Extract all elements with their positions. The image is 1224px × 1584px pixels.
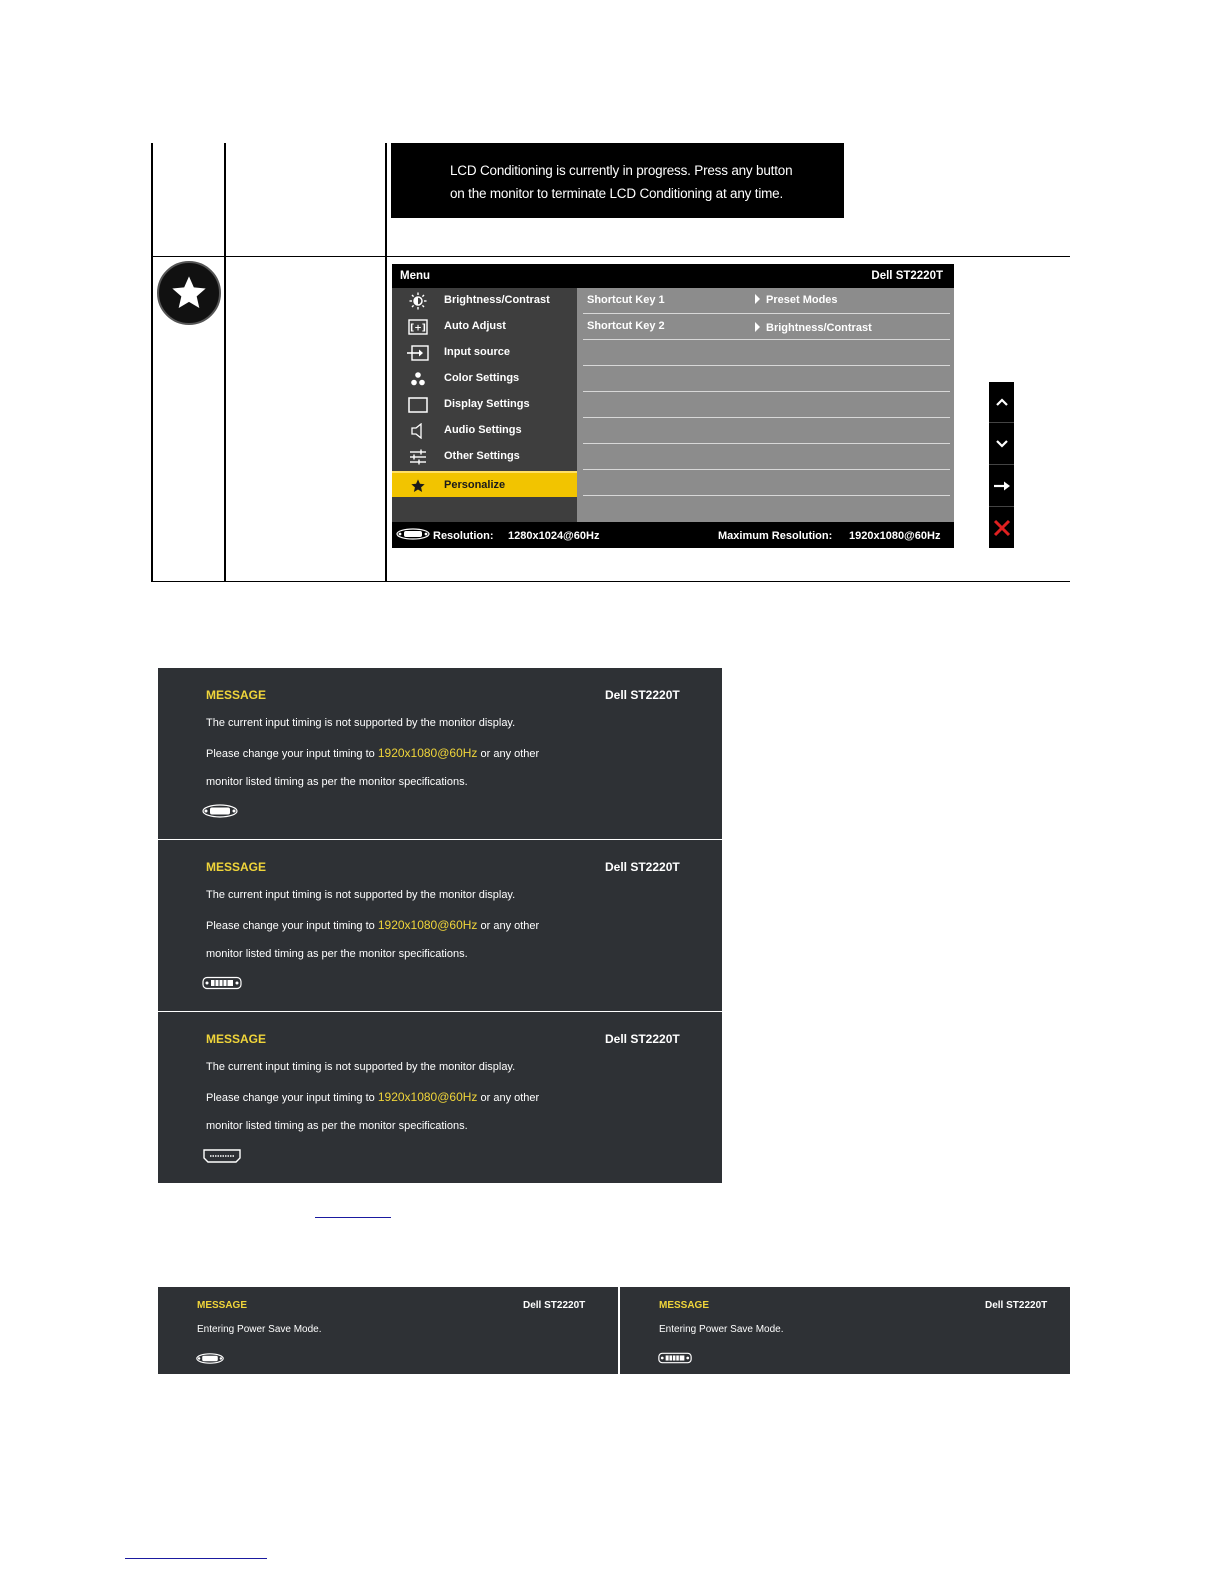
osd-menu (392, 264, 954, 548)
lcd-conditioning-message (391, 143, 844, 218)
message-line1: The current input timing is not supported by the monitor display. (206, 717, 516, 729)
lcd-message-line2: on the monitor to terminate LCD Conditioning at any time. (450, 186, 784, 201)
dvi-connector-icon (658, 1351, 692, 1369)
osd-row-value (755, 294, 838, 306)
triangle-right-icon (755, 322, 760, 332)
osd-menu-title: Menu (400, 270, 431, 282)
table-border-col2 (224, 143, 226, 582)
display-settings-icon (407, 396, 429, 414)
osd-item-label: Display Settings (444, 398, 530, 410)
message-line2-highlight: 1920x1080@60Hz (377, 746, 478, 760)
front-panel-buttons (989, 382, 1014, 548)
message-line1: The current input timing is not supported by the monitor display. (206, 889, 516, 901)
speaker-icon (407, 422, 429, 440)
right-arrow-icon (993, 480, 1011, 492)
message-line2-post: or any other (480, 920, 540, 932)
osd-row-value (755, 322, 872, 334)
osd-row-empty (583, 392, 950, 418)
osd-submenu (583, 288, 950, 522)
table-border-col3 (385, 143, 387, 582)
osd-menu-list (392, 288, 577, 522)
osd-item-label: Input source (444, 346, 511, 358)
osd-footer (392, 522, 954, 548)
message-panel-dvi (158, 840, 722, 1011)
osd-header (392, 264, 954, 288)
osd-item-input-source[interactable] (392, 340, 577, 366)
osd-item-label: Other Settings (444, 450, 520, 462)
osd-model-name: Dell ST2220T (871, 270, 943, 282)
message-text: Entering Power Save Mode. (659, 1324, 784, 1335)
osd-row-value-text: Brightness/Contrast (766, 322, 872, 334)
message-model: Dell ST2220T (605, 688, 680, 702)
link-underline[interactable] (315, 1217, 391, 1218)
message-text: Entering Power Save Mode. (197, 1324, 322, 1335)
message-model: Dell ST2220T (605, 860, 680, 874)
message-panel-vga (158, 668, 722, 839)
message-title: MESSAGE (659, 1300, 710, 1311)
message-title: MESSAGE (206, 1032, 267, 1046)
osd-row-key: Shortcut Key 1 (587, 294, 665, 306)
vga-connector-icon (202, 804, 238, 823)
osd-resolution-label: Resolution: (433, 530, 494, 542)
message-model: Dell ST2220T (605, 1032, 680, 1046)
osd-item-personalize[interactable] (392, 471, 577, 497)
osd-item-display-settings[interactable] (392, 392, 577, 418)
message-line3: monitor listed timing as per the monitor specifications. (206, 948, 468, 960)
star-icon (407, 477, 429, 495)
osd-item-audio-settings[interactable] (392, 418, 577, 444)
message-line2-post: or any other (480, 1092, 540, 1104)
message-line2-post: or any other (480, 748, 540, 760)
message-title: MESSAGE (197, 1300, 248, 1311)
osd-row-empty (583, 444, 950, 470)
osd-row-value-text: Preset Modes (766, 294, 838, 306)
power-save-panel-dvi (620, 1287, 1070, 1374)
down-button[interactable] (989, 424, 1014, 465)
osd-item-other-settings[interactable] (392, 444, 577, 470)
message-line3: monitor listed timing as per the monitor specifications. (206, 1120, 468, 1132)
osd-item-label: Audio Settings (444, 424, 522, 436)
osd-row-shortcut-key-1[interactable] (583, 288, 950, 314)
message-line2-pre: Please change your input timing to (206, 1092, 375, 1104)
message-model: Dell ST2220T (985, 1300, 1048, 1311)
osd-max-resolution-label: Maximum Resolution: (718, 530, 833, 542)
triangle-right-icon (755, 294, 760, 304)
hdmi-connector-icon (202, 1148, 242, 1169)
color-settings-icon (407, 370, 429, 388)
vga-connector-icon (396, 528, 430, 543)
table-row-divider (151, 256, 1070, 257)
osd-item-label: Brightness/Contrast (444, 294, 550, 306)
message-line2 (206, 1090, 539, 1104)
svg-text:[+]: [+] (410, 323, 426, 334)
lcd-message-line1: LCD Conditioning is currently in progress. Press any button (450, 163, 793, 178)
up-arrow-icon (995, 397, 1009, 407)
osd-item-auto-adjust[interactable] (392, 314, 577, 340)
star-icon (169, 273, 209, 313)
sliders-icon (407, 448, 429, 466)
osd-item-label: Personalize (444, 479, 506, 491)
up-button[interactable] (989, 382, 1014, 423)
message-line2 (206, 746, 539, 760)
osd-item-brightness-contrast[interactable] (392, 288, 577, 314)
message-line3: monitor listed timing as per the monitor specifications. (206, 776, 468, 788)
osd-row-empty (583, 470, 950, 496)
osd-resolution-value: 1280x1024@60Hz (508, 530, 600, 542)
auto-adjust-icon (407, 318, 429, 336)
osd-row-empty (583, 418, 950, 444)
osd-row-key: Shortcut Key 2 (587, 320, 665, 332)
osd-item-label: Color Settings (444, 372, 520, 384)
message-line2-pre: Please change your input timing to (206, 748, 375, 760)
osd-row-empty (583, 366, 950, 392)
down-arrow-icon (995, 439, 1009, 449)
dvi-connector-icon (202, 976, 242, 995)
table-border-left (151, 143, 153, 582)
select-button[interactable] (989, 466, 1014, 507)
message-line2-highlight: 1920x1080@60Hz (377, 1090, 478, 1104)
table-border-bottom (151, 581, 1070, 582)
osd-row-empty (583, 340, 950, 366)
message-line1: The current input timing is not supported by the monitor display. (206, 1061, 516, 1073)
message-line2-highlight: 1920x1080@60Hz (377, 918, 478, 932)
power-save-panel-vga (158, 1287, 618, 1374)
link-underline[interactable] (125, 1558, 267, 1559)
personalize-star-badge (157, 261, 221, 325)
osd-max-resolution-value: 1920x1080@60Hz (849, 530, 941, 542)
message-title: MESSAGE (206, 860, 267, 874)
message-panel-hdmi (158, 1012, 722, 1183)
osd-item-label: Auto Adjust (444, 320, 506, 332)
close-icon (993, 519, 1011, 537)
message-model: Dell ST2220T (523, 1300, 586, 1311)
message-line2 (206, 918, 539, 932)
osd-row-shortcut-key-2[interactable] (583, 314, 950, 340)
vga-connector-icon (196, 1351, 224, 1369)
input-source-icon (407, 344, 429, 362)
message-title: MESSAGE (206, 688, 267, 702)
exit-button[interactable] (989, 507, 1014, 548)
osd-item-color-settings[interactable] (392, 366, 577, 392)
brightness-icon (407, 292, 429, 310)
message-line2-pre: Please change your input timing to (206, 920, 375, 932)
